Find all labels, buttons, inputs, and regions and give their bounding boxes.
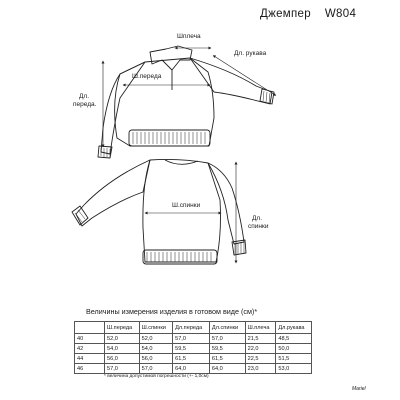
column-header: Ш.спинки xyxy=(139,322,172,334)
size-cell: 46 xyxy=(75,364,105,374)
column-header xyxy=(75,322,105,334)
size-cell: 40 xyxy=(75,334,105,344)
back-measurements xyxy=(146,163,236,262)
label-shoulder: Шплеча xyxy=(177,33,201,40)
label-back-length-1: Дл. xyxy=(252,215,263,222)
table-cell: 56,0 xyxy=(139,354,172,364)
label-back-length-2: спинки xyxy=(248,223,269,230)
model-code: W804 xyxy=(324,8,357,20)
back-right-sleeve xyxy=(208,163,244,244)
table-header-row xyxy=(75,322,312,334)
back-body xyxy=(143,159,221,262)
table-row xyxy=(75,354,312,364)
table-title: Величины измерения изделия в готовом виде (см)* xyxy=(86,307,258,316)
table-cell: 53,0 xyxy=(276,364,312,374)
table-cell: 57,0 xyxy=(139,364,172,374)
table-cell: 52,0 xyxy=(139,334,172,344)
table-cell: 57,0 xyxy=(105,364,140,374)
back-sketch xyxy=(72,159,246,264)
front-sketch xyxy=(98,46,274,158)
front-measurements xyxy=(103,48,275,146)
label-front-length-1: Дл. xyxy=(79,93,90,100)
table-row xyxy=(75,364,312,374)
table-cell: 57,0 xyxy=(209,334,245,344)
size-cell: 44 xyxy=(75,354,105,364)
tolerance-note: * величина допустимой погрешности (+- 1,0см) xyxy=(104,374,209,379)
table-cell: 64,0 xyxy=(209,364,245,374)
table-cell: 48,5 xyxy=(276,334,312,344)
table-cell: 23,0 xyxy=(245,364,276,374)
table-cell: 54,0 xyxy=(105,344,140,354)
column-header: Дл.рукава xyxy=(276,322,312,334)
front-right-cuff xyxy=(260,89,274,104)
label-back-width: Ш.спинки xyxy=(172,202,201,209)
column-header: Ш.плеча xyxy=(245,322,276,334)
table-cell: 21,5 xyxy=(245,334,276,344)
table-cell: 61,5 xyxy=(209,354,245,364)
table-cell: 22,0 xyxy=(245,344,276,354)
table-row xyxy=(75,344,312,354)
size-cell: 42 xyxy=(75,344,105,354)
label-sleeve-length: Дл. рукава xyxy=(234,50,267,57)
table-cell: 61,5 xyxy=(173,354,210,364)
table-cell: 22,5 xyxy=(245,354,276,364)
table-cell: 50,0 xyxy=(276,344,312,354)
table-cell: 51,5 xyxy=(276,354,312,364)
label-front-length-2: переда. xyxy=(73,101,97,108)
column-header: Дл.переда xyxy=(173,322,210,334)
table-cell: 59,5 xyxy=(209,344,245,354)
label-front-width: Ш.переда xyxy=(132,73,162,80)
table-cell: 64,0 xyxy=(173,364,210,374)
garment-name: Джемпер xyxy=(260,8,311,20)
table-cell: 56,0 xyxy=(105,354,140,364)
table-cell: 59,5 xyxy=(173,344,210,354)
brand-logo: Mariel xyxy=(352,386,366,392)
table-row xyxy=(75,334,312,344)
table-cell: 52,0 xyxy=(105,334,140,344)
table-cell: 54,0 xyxy=(139,344,172,354)
column-header: Ш.переда xyxy=(105,322,140,334)
front-right-sleeve xyxy=(190,58,272,104)
sleeve-length-line xyxy=(214,56,275,95)
column-header: Дл.спинки xyxy=(209,322,245,334)
size-table xyxy=(74,321,312,374)
table-cell: 57,0 xyxy=(173,334,210,344)
